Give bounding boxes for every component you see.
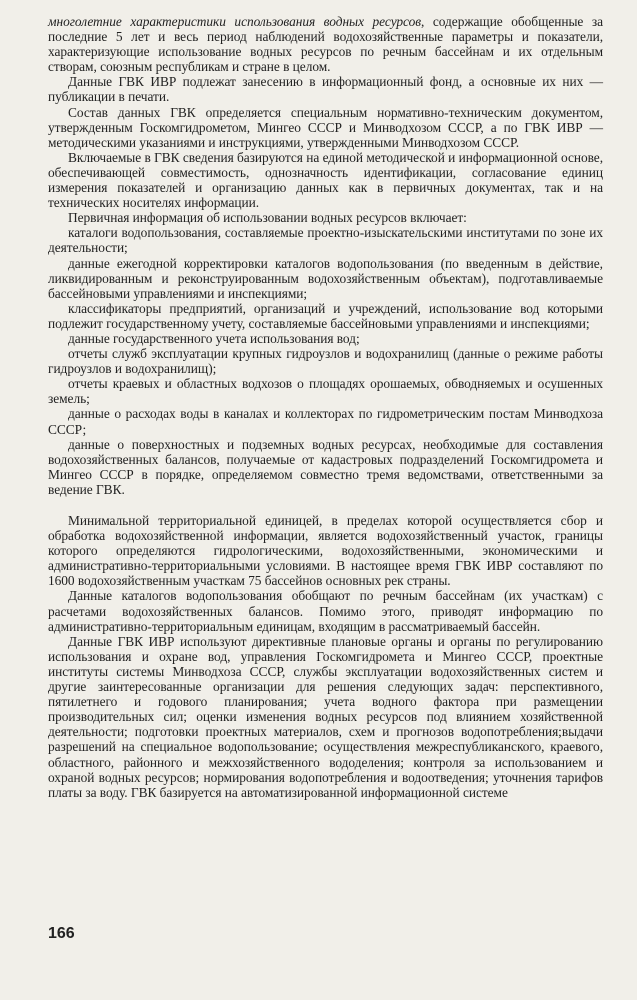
italic-lead-phrase: многолетние характеристики использования водных ресурсов (48, 14, 422, 29)
paragraph-data-usage: Данные ГВК ИВР используют директивные плановые органы и органы по регулированию использования и охране вод, управления Госкомгидромета и Мингео СССР, проектные институты системы Минводхоза СССР, службы эксплуатации водохозяйственных систем и другие заинтересованные организации для решения следующих задач: перспективного, пятилетнего и годового планирования; учета водного фактора при размещении производительных сил; оценки изменения водных ресурсов под влиянием хозяйственной деятельности; подготовки проектных материалов, схем и прогнозов водопотребления;выдачи разрешений на специальное водопользование; осуществления межреспубликанского, краевого, областного, районного и межхозяйственного вододеления; контроля за использованием и охраной водных ресурсов; нормирования водопотребления и водоотведения; уточнения тарифов платы за воду. ГВК базируется на автоматизированной информационной системе (48, 633, 603, 800)
list-item-canal-flows: данные о расходах воды в каналах и коллекторах по гидрометрическим постам Минводхоза СССР; (48, 406, 603, 437)
paragraph-data-composition: Состав данных ГВК определяется специальным нормативно-техническим документом, утвержденным Госкомгидрометом, Мингео СССР и Минводхозом СССР, а по ГВК ИВР — методическими указаниями и инструкциями, утвержденными Минводхозом СССР. (48, 104, 603, 150)
paragraph-territorial-unit: Минимальной территориальной единицей, в пределах которой осуществляется сбор и обработка водохозяйственной информации, является водохозяйственный участок, границы которого определяются гидрологическими, водохозяйственными, экономическими и административно-территориальными условиями. В настоящее время ГВК ИВР составляют по 1600 водохозяйственным участкам 75 бассейнов основных рек страны. (48, 513, 603, 589)
paragraph-catalog-summary: Данные каталогов водопользования обобщают по речным бассейнам (их участкам) с расчетами водохозяйственных балансов. Помимо этого, приводят информацию по административно-территориальным единицам, входящим в рассматриваемый бассейн. (48, 588, 603, 634)
list-item-hydro-reports: отчеты служб эксплуатации крупных гидроузлов и водохранилищ (данные о режиме работы гидроузлов и водохранилищ); (48, 346, 603, 377)
paragraph-methodical-basis: Включаемые в ГВК сведения базируются на единой методической и информационной основе, обеспечивающей совместимость, однозначность идентификации, согласование единиц измерения показателей и организацию данных как в первичных документах, так и на технических носителях информации. (48, 149, 603, 211)
paragraph-primary-info-intro: Первичная информация об использовании водных ресурсов включает: (68, 210, 467, 226)
list-item-state-accounting: данные государственного учета использования вод; (68, 330, 360, 346)
paragraph-data-storage: Данные ГВК ИВР подлежат занесению в информационный фонд, а основные их них — публикации в печати. (48, 74, 603, 105)
list-item-water-resources: данные о поверхностных и подземных водных ресурсах, необходимые для составления водохозяйственных балансов, получаемые от кадастровых подразделений Госкомгидромета и Мингео СССР в порядке, определяемом совместно тремя ведомствами, ответственными за ведение ГВК. (48, 436, 603, 497)
list-item-regional-reports: отчеты краевых и областных водхозов о площадях орошаемых, обводняемых и осушенных земель; (48, 376, 603, 407)
list-item-classifiers: классификаторы предприятий, организаций и учреждений, использование вод которыми подлежит государственному учету, составляемые бассейновыми управлениями и инспекциями; (48, 300, 603, 331)
page-number: 166 (48, 925, 75, 942)
list-item-catalogs: каталоги водопользования, составляемые проектно-изыскательскими институтами по зоне их деятельности; (48, 225, 603, 256)
paragraph-continuation (48, 14, 603, 74)
list-item-catalog-corrections: данные ежегодной корректировки каталогов водопользования (по введенным в действие, ликвидированным и реконструированным водохозяйственным объектам), подготавливаемые бассейновыми управлениями и инспекциями; (48, 255, 603, 301)
paragraph-continuation-text: , содержащие обобщенные за последние 5 лет и весь период наблюдений водохозяйственные параметры и показатели, характеризующие использование водных ресурсов по речным бассейнам и их отдельным створам, союзным республикам и стране в целом. (48, 14, 603, 75)
